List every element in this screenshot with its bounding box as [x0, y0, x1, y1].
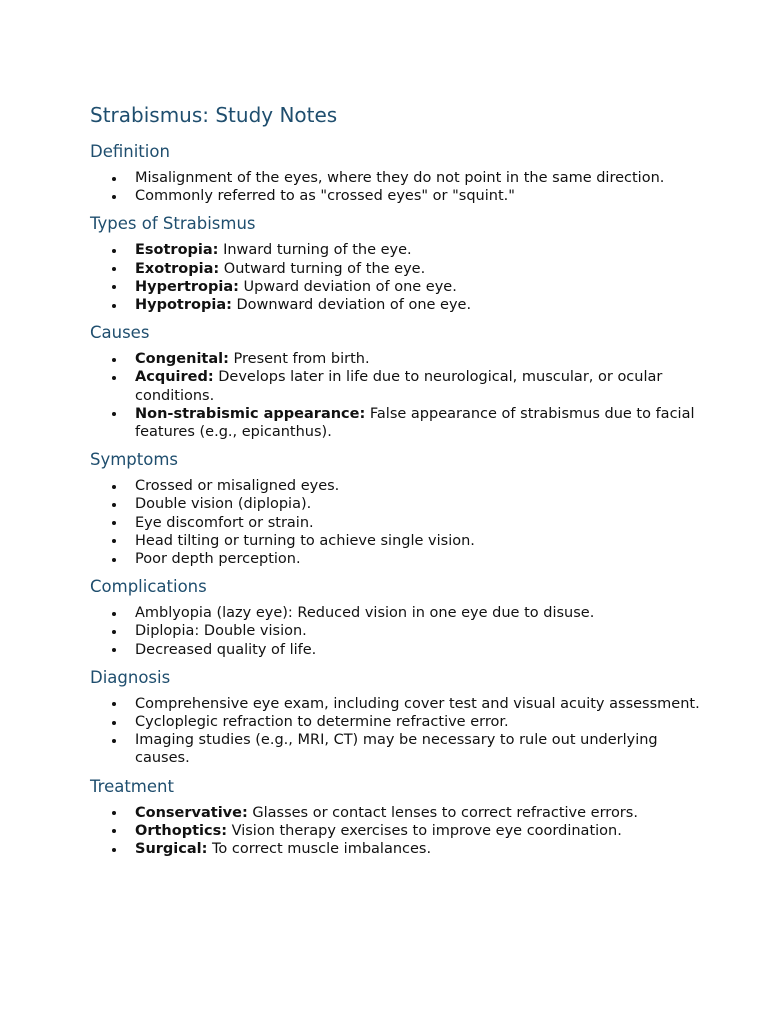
item-text: To correct muscle imbalances. [207, 841, 432, 858]
page-title: Strabismus: Study Notes [90, 103, 338, 127]
item-text: Present from birth. [228, 351, 370, 368]
item-text: Diplopia: Double vision. [135, 623, 307, 640]
list-item [135, 550, 708, 568]
list-item [135, 296, 708, 314]
item-text: Amblyopia (lazy eye): Reduced vision in one eye due to disuse. [135, 605, 595, 622]
bullet-list [90, 350, 708, 441]
bullet-list [90, 241, 708, 314]
item-text: Eye discomfort or strain. [135, 514, 314, 531]
item-text: Imaging studies (e.g., MRI, CT) may be necessary to rule out underlying causes. [135, 732, 658, 767]
list-item [135, 368, 708, 404]
bullet-list [90, 695, 708, 768]
section-heading-complications: Complications [90, 577, 207, 597]
list-item [135, 350, 708, 368]
list-item [135, 641, 708, 659]
list-item [135, 169, 708, 187]
list-item [135, 840, 708, 858]
item-text: Poor depth perception. [135, 551, 301, 568]
term-label: Surgical: [135, 841, 208, 858]
section-heading-types-of-strabismus: Types of Strabismus [90, 214, 256, 234]
item-text: Crossed or misaligned eyes. [135, 478, 340, 495]
term-label: Non-strabismic appearance: [135, 405, 366, 422]
term-label: Congenital: [135, 351, 229, 368]
item-text: Double vision (diplopia). [135, 496, 312, 513]
list-item [135, 514, 708, 532]
item-text: Cycloplegic refraction to determine refractive error. [135, 714, 509, 731]
bullet-list [90, 804, 708, 859]
item-text: Head tilting or turning to achieve single vision. [135, 532, 475, 549]
bullet-list [90, 477, 708, 568]
list-item [135, 622, 708, 640]
section-heading-diagnosis: Diagnosis [90, 667, 171, 687]
item-text: Commonly referred to as "crossed eyes" or "squint." [135, 188, 515, 205]
item-text: Outward turning of the eye. [219, 260, 426, 277]
list-item [135, 822, 708, 840]
list-item [135, 278, 708, 296]
list-item [135, 495, 708, 513]
item-text: Upward deviation of one eye. [238, 278, 457, 295]
list-item [135, 695, 708, 713]
bullet-list [90, 604, 708, 659]
list-item [135, 241, 708, 259]
section-heading-symptoms: Symptoms [90, 450, 179, 470]
list-item [135, 477, 708, 495]
item-text: Develops later in life due to neurological, muscular, or ocular conditions. [135, 369, 663, 404]
list-item [135, 604, 708, 622]
term-label: Hypotropia: [135, 297, 232, 314]
item-text: False appearance of strabismus due to facial features (e.g., epicanthus). [135, 405, 695, 441]
item-text: Misalignment of the eyes, where they do not point in the same direction. [135, 170, 665, 186]
section-heading-treatment: Treatment [90, 776, 174, 796]
sections-container [90, 141, 708, 858]
item-text: Inward turning of the eye. [218, 242, 412, 259]
section-heading-causes: Causes [90, 323, 150, 343]
term-label: Acquired: [135, 369, 214, 386]
term-label: Conservative: [135, 804, 248, 821]
item-text: Vision therapy exercises to improve eye coordination. [227, 822, 622, 839]
item-text: Comprehensive eye exam, including cover test and visual acuity assessment. [135, 695, 700, 712]
item-text: Downward deviation of one eye. [231, 297, 472, 314]
list-item [135, 713, 708, 731]
term-label: Esotropia: [135, 242, 219, 259]
list-item [135, 532, 708, 550]
list-item [135, 260, 708, 278]
section-heading-definition: Definition [90, 142, 170, 161]
item-text: Glasses or contact lenses to correct refractive errors. [247, 804, 638, 821]
term-label: Exotropia: [135, 260, 220, 277]
item-text: Decreased quality of life. [135, 641, 317, 658]
term-label: Orthoptics: [135, 822, 227, 839]
list-item [135, 187, 708, 205]
term-label: Hypertropia: [135, 278, 239, 295]
bullet-list [90, 169, 708, 205]
list-item [135, 804, 708, 822]
list-item [135, 731, 708, 767]
list-item [135, 405, 708, 441]
